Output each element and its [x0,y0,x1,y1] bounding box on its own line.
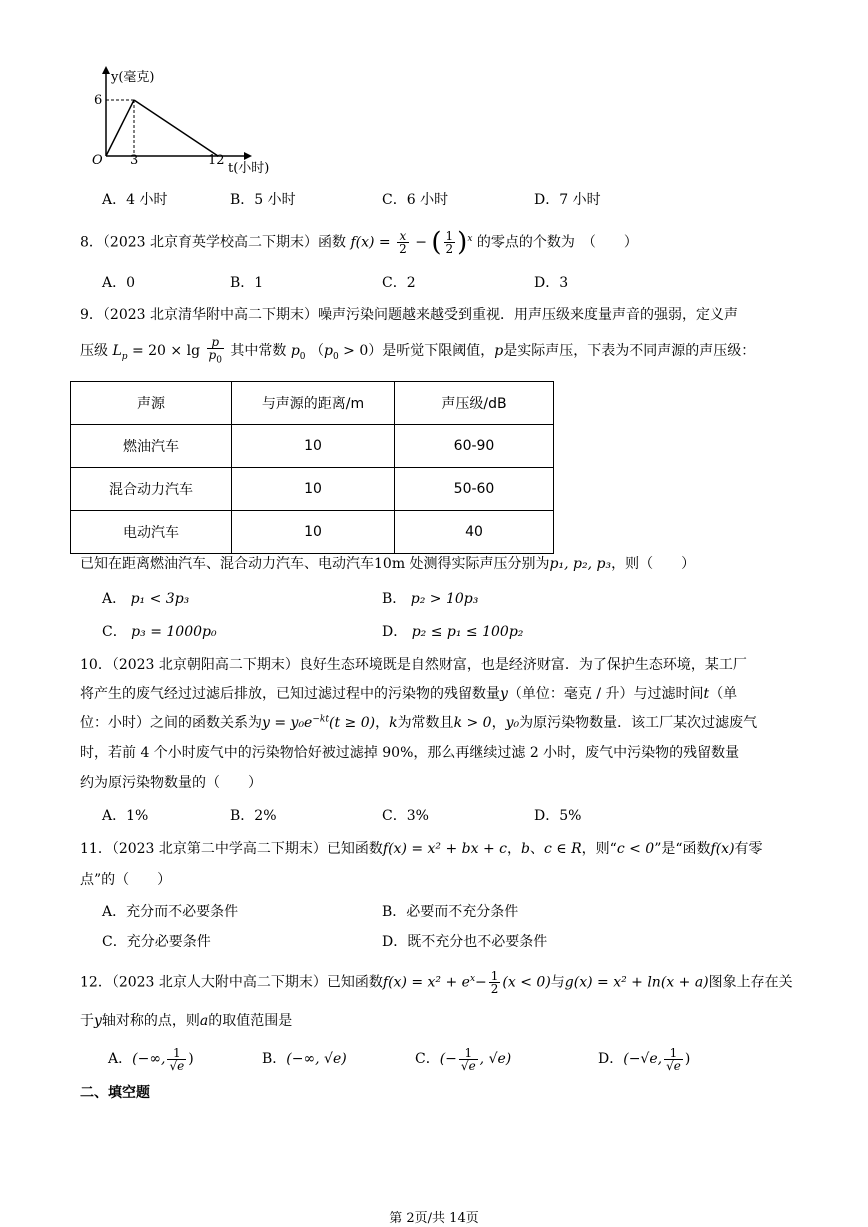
q7-option-a[interactable]: A．4 小时 [102,192,168,208]
q8-option-b[interactable]: B．1 [230,275,264,291]
q12-option-a[interactable]: A．(−∞, $\frac{1}{√e}$ ) [108,1045,194,1073]
q11-option-b[interactable]: B．必要而不充分条件 [382,904,519,920]
page-footer: 第 2页/共 14页 [389,1211,479,1226]
q11-option-d[interactable]: D．既不充分也不必要条件 [382,934,548,950]
table-header: 声源 [71,382,232,425]
q12-line2: 于y轴对称的点，则a的取值范围是 [80,1013,293,1029]
q9-option-c[interactable]: C． p₃ = 1000p₀ [102,624,217,640]
y-axis-arrow [102,66,110,74]
table-row [71,511,554,554]
q8-prefix: 8．（2023 北京育英学校高二下期末）函数 [80,234,346,251]
q11-line2: 点”的（ ） [80,872,172,888]
q10-line5: 约为原污染物数量的（ ） [80,775,262,791]
graph-x-tick-12: 12 [208,153,225,168]
q8-exponent: x [467,234,473,244]
q10-line4: 时，若前 4 个小时废气中的污染物恰好被过滤掉 90%，那么再继续过滤 2 小时，废气中污染物的残留数量 [80,745,740,761]
graph-y-label: y(毫克) [111,70,155,85]
q11-option-a[interactable]: A．充分而不必要条件 [102,904,239,920]
q10-line3: 位：小时）之间的函数关系为$y = y_0e^{-kt}(t \ge 0)$，k为常数且k > 0，y₀为原污染物数量．该工厂某次过滤废气 [80,714,758,731]
graph-y-tick: 6 [94,93,103,108]
q9-option-d[interactable]: D． p₂ ≤ p₁ ≤ 100p₂ [382,624,524,640]
table-cell: 燃油汽车 [71,425,232,468]
q8-x-over-2: $\frac{x}{2}$ [399,229,407,257]
q9-option-a[interactable]: A． p₁ < 3p₃ [102,591,190,607]
q10-option-d[interactable]: D．5% [534,808,582,824]
falling-segment [134,100,218,156]
q8-half: $\frac{1}{2}$ [445,229,454,257]
q7-option-b[interactable]: B．5 小时 [230,192,296,208]
table-cell: 40 [395,511,554,554]
q8-suffix: 的零点的个数为 （ ） [476,234,638,251]
table-cell: 10 [232,425,395,468]
section-heading: 二、填空题 [80,1085,150,1101]
q12-option-b[interactable]: B．(−∞, √e) [262,1051,347,1067]
graph-origin: O [92,153,103,168]
q11-option-c[interactable]: C．充分必要条件 [102,934,211,950]
table-row [71,425,554,468]
q7-option-c[interactable]: C．6 小时 [382,192,449,208]
table-header: 与声源的距离/m [232,382,395,425]
q10-option-a[interactable]: A．1% [102,808,149,824]
table-cell: 混合动力汽车 [71,468,232,511]
q7-option-d[interactable]: D．7 小时 [534,192,601,208]
q10-line1: 10．（2023 北京朝阳高二下期末）良好生态环境既是自然财富，也是经济财富．为了保护生态环境，某工厂 [80,657,747,673]
q12-option-d[interactable]: D．(−√e, $\frac{1}{√e}$ ) [598,1045,691,1073]
table-cell: 10 [232,511,395,554]
q8-option-a[interactable]: A．0 [102,275,136,291]
graph-x-label: t(小时) [228,161,270,176]
q12-option-c[interactable]: C．(− $\frac{1}{√e}$ , √e) [415,1045,512,1073]
table-cell: 10 [232,468,395,511]
q10-option-b[interactable]: B．2% [230,808,277,824]
table-cell: 电动汽车 [71,511,232,554]
rising-segment [106,100,134,156]
q9-after-table: 已知在距离燃油汽车、混合动力汽车、电动汽车10m 处测得实际声压分别为p₁, p₂, p₃，则（ ） [80,556,696,572]
q10-line2: 将产生的废气经过过滤后排放，已知过滤过程中的污染物的残留数量y（单位：毫克 / 升）与过滤时间t（单 [80,686,738,702]
table-cell: 50-60 [395,468,554,511]
table-header-row [71,382,554,425]
q9-line1: 9．（2023 北京清华附中高二下期末）噪声污染问题越来越受到重视．用声压级来度量声音的强弱，定义声 [80,307,738,323]
q8-fx: f(x) = [350,234,391,251]
table-row [71,468,554,511]
q9-option-b[interactable]: B． p₂ > 10p₃ [382,591,479,607]
table-header: 声压级/dB [395,382,554,425]
graph-x-tick-3: 3 [130,153,139,168]
q11-line1: 11．（2023 北京第二中学高二下期末）已知函数f(x) = x² + bx + c，b、c ∈ R，则“c < 0”是“函数f(x)有零 [80,841,763,857]
question-8: 8．（2023 北京育英学校高二下期末）函数 f(x) = $\frac{x}{2}$ − ( $\frac{1}{2}$ )$^x$ 的零点的个数为 （ ） [80,227,638,258]
q8-option-d[interactable]: D．3 [534,275,569,291]
q8-option-c[interactable]: C．2 [382,275,416,291]
q10-option-c[interactable]: C．3% [382,808,429,824]
q12-line1: 12．（2023 北京人大附中高二下期末）已知函数$f(x) = x^2 + e^x-$ $\frac{1}{2}$ (x < 0)与g(x) = x² + ln(x + a)图象上存在关 [80,969,793,997]
q9-line2: 压级 $L_p = 20 \times \lg$ $\frac{p}{p_0}$ 其中常数 $p_0$ $(p_0 > 0)$是听觉下限阈值，p是实际声压，下表为不同声源的声压级： [80,335,756,366]
sound-level-table [70,381,554,554]
q8-minus: − [415,234,427,251]
table-cell: 60-90 [395,425,554,468]
